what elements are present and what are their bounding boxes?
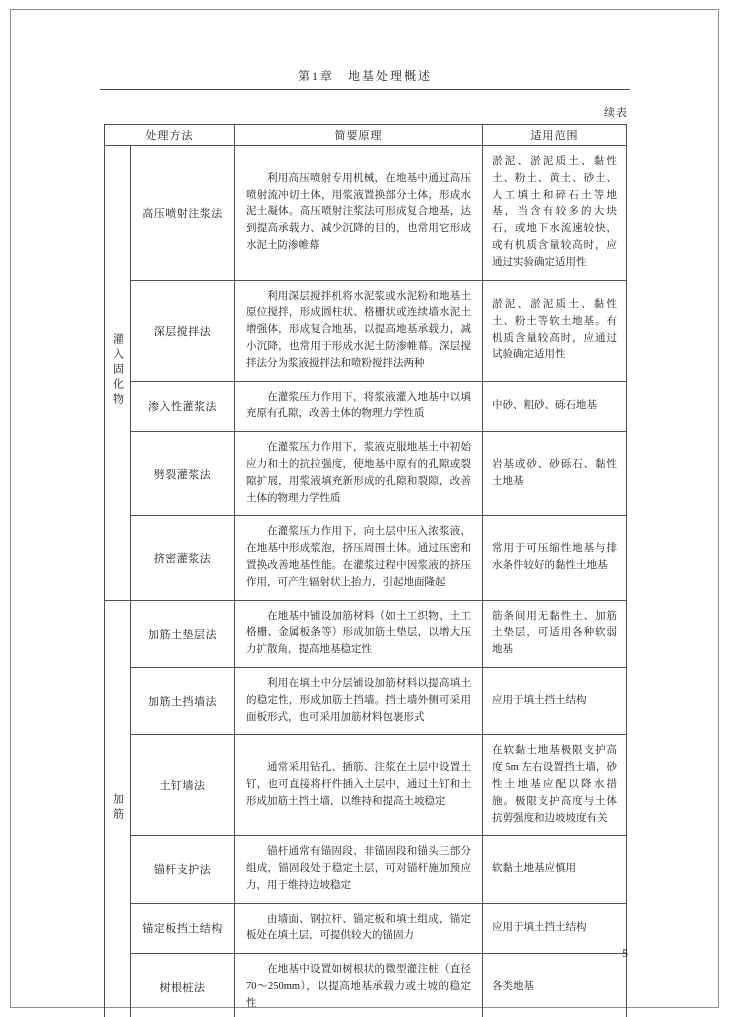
header-scope: 适用范围	[483, 125, 627, 146]
scope-cell: 在软黏土地基极限支护高度 5m 左右设置挡土墙，砂性土地基应配以降水措施。极限支护高度与土体抗剪强度和边坡坡度有关	[483, 735, 627, 836]
methods-table-wrap	[104, 124, 626, 1017]
group-label-cell	[105, 146, 131, 601]
method-cell: 加筋土挡墙法	[131, 667, 235, 734]
group-label: 灌入固化物	[111, 332, 124, 408]
header-rule	[100, 89, 630, 90]
method-cell: 锚定板挡土结构	[131, 903, 235, 954]
table-row	[105, 836, 627, 903]
ground-treatment-methods-table	[104, 124, 627, 1017]
table-row	[105, 516, 627, 600]
principle-cell: 通常采用钻孔、插筋、注浆在土层中设置土钉，也可直接将杆件插入土层中，通过土钉和土形成加筋土挡土墙，以维持和提高土坡稳定	[235, 735, 483, 836]
table-row	[105, 432, 627, 516]
table-row	[105, 735, 627, 836]
method-cell: 高压喷射注浆法	[131, 146, 235, 281]
method-cell: 渗入性灌浆法	[131, 381, 235, 432]
scope-cell: 筋条间用无黏性土、加筋土垫层，可适用各种软弱地基	[483, 600, 627, 667]
continued-table-label: 续表	[604, 107, 628, 119]
principle-cell: 锚杆通常有锚固段、非锚固段和锚头三部分组成，锚固段处于稳定土层，可对锚杆施加预应力，用于维持边坡稳定	[235, 836, 483, 903]
method-cell: 挤密灌浆法	[131, 516, 235, 600]
principle-cell: 在地基中铺设加筋材料（如土工织物、土工格栅、金属板条等）形成加筋土垫层，以增大压力扩散角，提高地基稳定性	[235, 600, 483, 667]
table-header-row	[105, 125, 627, 146]
table-row	[105, 146, 627, 281]
method-cell: 深层搅拌法	[131, 280, 235, 381]
chapter-header: 第1章 地基处理概述	[297, 69, 432, 83]
table-row	[105, 600, 627, 667]
principle-cell: 在地基中设置如树根状的微型灌注桩（直径70～250mm），以提高地基承载力或土坡的稳定性	[235, 954, 483, 1017]
table-row	[105, 280, 627, 381]
method-cell: 树根桩法	[131, 954, 235, 1017]
table-row	[105, 667, 627, 734]
principle-cell: 利用在填土中分层铺设加筋材料以提高填土的稳定性，形成加筋土挡墙。挡土墙外侧可采用面板形式，也可采用加筋材料包裹形式	[235, 667, 483, 734]
scope-cell: 淤泥、淤泥质土、黏性土、粉土等软土地基。有机质含量较高时，应通过试验确定适用性	[483, 280, 627, 381]
method-cell: 加筋土垫层法	[131, 600, 235, 667]
scope-cell: 常用于可压缩性地基与排水条件较好的黏性土地基	[483, 516, 627, 600]
scope-cell: 岩基或砂、砂砾石、黏性土地基	[483, 432, 627, 516]
table-row	[105, 381, 627, 432]
scope-cell: 淤泥、淤泥质土、黏性土、粉土、黄土、砂土、人工填土和碎石土等地基，当含有较多的大块石，或地下水流速较快，或有机质含量较高时，应通过实验确定适用性	[483, 146, 627, 281]
method-cell: 土钉墙法	[131, 735, 235, 836]
scope-cell: 应用于填土挡土结构	[483, 903, 627, 954]
header-method: 处理方法	[105, 125, 235, 146]
group-label: 加筋	[111, 793, 124, 824]
table-row	[105, 954, 627, 1017]
principle-cell: 在灌浆压力作用下，向土层中压入浓浆液，在地基中形成浆泡，挤压周围土体。通过压密和置换改善地基性能。在灌浆过程中因浆液的挤压作用，可产生辐射状上抬力，引起地面隆起	[235, 516, 483, 600]
principle-cell: 利用深层搅拌机将水泥浆或水泥粉和地基土原位搅拌，形成圆柱状、格栅状或连续墙水泥土增强体，形成复合地基，以提高地基承载力，减小沉降，也常用于形成水泥土防渗帷幕。深层搅拌法分为浆液搅拌法和喷粉搅拌法两种	[235, 280, 483, 381]
scope-cell: 各类地基	[483, 954, 627, 1017]
principle-cell: 在灌浆压力作用下，将浆液灌入地基中以填充原有孔隙，改善土体的物理力学性质	[235, 381, 483, 432]
method-cell: 锚杆支护法	[131, 836, 235, 903]
scope-cell: 中砂、粗砂、砾石地基	[483, 381, 627, 432]
scope-cell: 软黏土地基应慎用	[483, 836, 627, 903]
method-cell: 劈裂灌浆法	[131, 432, 235, 516]
header-principle: 简要原理	[235, 125, 483, 146]
scope-cell: 应用于填土挡土结构	[483, 667, 627, 734]
principle-cell: 在灌浆压力作用下，浆液克服地基土中初始应力和土的抗拉强度，使地基中原有的孔隙或裂隙扩展，用浆液填充新形成的孔隙和裂隙，改善土体的物理力学性质	[235, 432, 483, 516]
page-number: 5	[622, 946, 628, 960]
principle-cell: 由墙面、钢拉杆、锚定板和填土组成，锚定板处在填土层，可提供较大的锚固力	[235, 903, 483, 954]
principle-cell: 利用高压喷射专用机械，在地基中通过高压喷射流冲切土体，用浆液置换部分土体，形成水泥土凝体。高压喷射注浆法可形成复合地基，达到提高承载力、减少沉降的目的，也常用它形成水泥土防渗帷幕	[235, 146, 483, 281]
